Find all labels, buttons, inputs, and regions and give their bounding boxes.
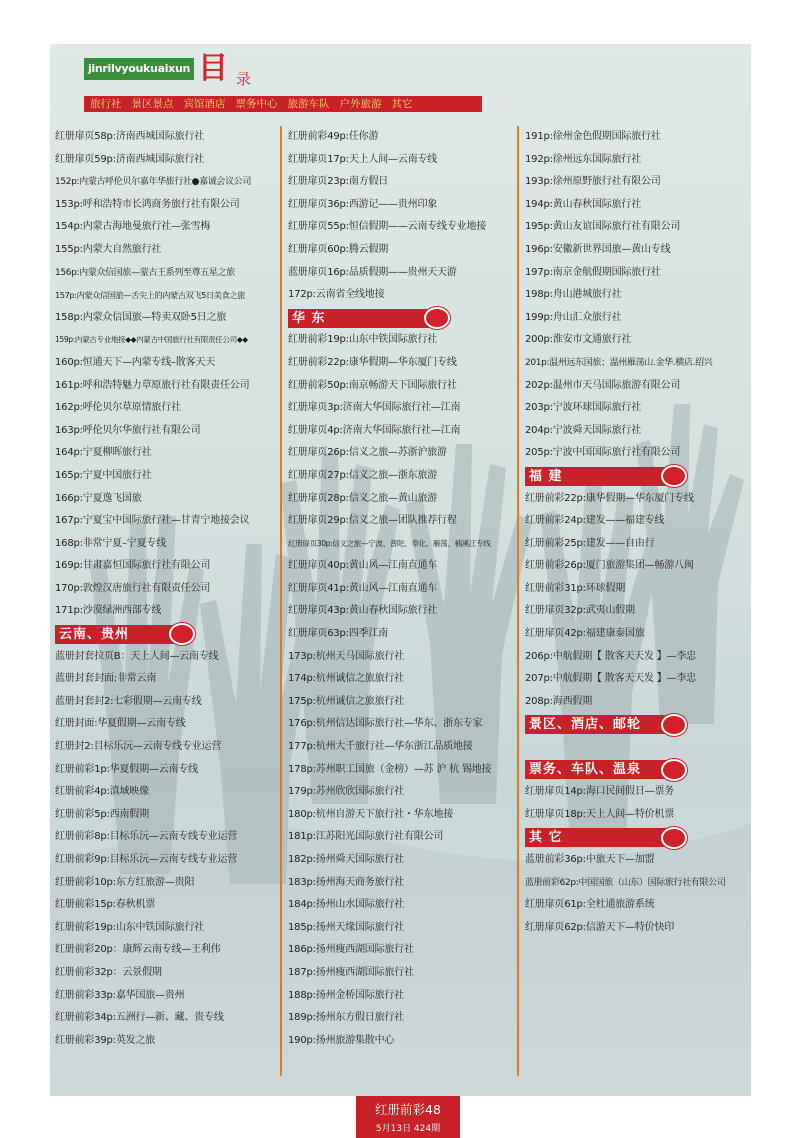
toc-entry[interactable]: 蓝册扉页16p:品质假期——贵州天天游 [288, 266, 457, 278]
toc-entry[interactable]: 红册前彩20p：康辉云南专线—王利伟 [55, 944, 221, 956]
column-divider-2 [517, 126, 519, 1076]
toc-entry[interactable]: 红册前彩15p:春秋机票 [55, 899, 156, 911]
toc-column-2 [288, 126, 516, 1052]
logo-badge: jinrilvyoukuaixun [84, 58, 194, 80]
toc-entry[interactable]: 161p:呼和浩特魅力草原旅行社有限责任公司 [55, 379, 250, 391]
toc-entry[interactable]: 190p:扬州旅游集散中心 [288, 1034, 395, 1046]
toc-entry[interactable]: 162p:呼伦贝尔草原情旅行社 [55, 402, 181, 414]
toc-entry[interactable]: 192p:徐州远东国际旅行社 [525, 153, 642, 165]
toc-entry[interactable]: 156p:内蒙众信国旅—蒙古王系列至尊五星之旅 [55, 267, 235, 278]
toc-entry[interactable]: 红册前彩26p:厦门旅游集团—畅游八闽 [525, 560, 694, 572]
toc-entry[interactable]: 红册扉页41p:黄山风—江南直通车 [288, 582, 438, 594]
toc-column-3 [525, 126, 751, 939]
category-travel-agency: 旅行社 [90, 98, 122, 110]
toc-entry[interactable]: 153p:呼和浩特市长鸿商务旅行社有限公司 [55, 198, 240, 210]
category-tour-buses: 旅游车队 [287, 98, 330, 110]
toc-entry[interactable]: 195p:黄山友谊国际旅行社有限公司 [525, 221, 681, 233]
section-header [288, 307, 516, 330]
toc-entry[interactable]: 179p:苏州欣欣国际旅行社 [288, 786, 405, 798]
toc-entry[interactable]: 红册前彩22p:康华假期—华东厦门专线 [525, 492, 694, 504]
toc-entry[interactable]: 红册前彩50p:南京畅游天下国际旅行社 [288, 379, 457, 391]
toc-entry[interactable]: 红册扉页61p:全杜通旅游系统 [525, 899, 655, 911]
toc-entry[interactable]: 红册扉页43p:黄山春秋国际旅行社 [288, 605, 438, 617]
toc-entry[interactable]: 红册扉页3p:济南大华国际旅行社—江南 [288, 402, 461, 414]
toc-entry[interactable]: 160p:恒通天下—内蒙专线–散客天天 [55, 356, 216, 368]
toc-entry[interactable]: 185p:扬州天缘国际旅行社 [288, 921, 405, 933]
toc-entry[interactable]: 193p:徐州原野旅行社有限公司 [525, 176, 661, 188]
toc-entry[interactable]: 红册扉页29p:信义之旅—团队推荐行程 [288, 515, 457, 527]
toc-entry[interactable]: 168p:非常宁夏–宁夏专线 [55, 537, 167, 549]
toc-entry[interactable]: 181p:江苏阳光国际旅行社有限公司 [288, 831, 444, 843]
toc-entry[interactable]: 202p:温州市天马国际旅游有限公司 [525, 379, 681, 391]
toc-entry[interactable]: 红册前彩31p:环球假期 [525, 582, 626, 594]
toc-entry[interactable]: 红册前彩34p:五洲行—新、藏、贵专线 [55, 1012, 224, 1024]
section-title: 票务、车队、温泉 [525, 760, 675, 779]
toc-entry[interactable]: 红册前彩1p:华夏假期—云南专线 [55, 763, 198, 775]
toc-entry[interactable]: 164p:宁夏柳晖旅行社 [55, 447, 152, 459]
toc-entry[interactable]: 红册前彩33p:嘉华国旅—贵州 [55, 989, 185, 1001]
category-scenic-spots: 景区景点 [131, 98, 174, 110]
section-dot-icon [424, 307, 450, 329]
toc-entry[interactable]: 红册前彩5p:西南假期 [55, 808, 149, 820]
toc-entry[interactable]: 红册扉页18p:天上人间—特价机票 [525, 808, 675, 820]
section-title: 华 东 [288, 309, 438, 328]
toc-entry[interactable]: 159p:内蒙古专业地接◆◆内蒙古中国旅行社有限责任公司◆◆ [55, 335, 248, 345]
toc-entry[interactable]: 红册扉页55p:恒信假期——云南专线专业地接 [288, 221, 487, 233]
toc-entry[interactable]: 191p:徐州金色假期国际旅行社 [525, 131, 661, 142]
toc-entry[interactable]: 175p:杭州诚信之旅旅行社 [288, 695, 405, 707]
toc-entry[interactable]: 174p:杭州诚信之旅旅行社 [288, 673, 405, 685]
toc-entry[interactable]: 152p:内蒙古呼伦贝尔嘉年华旅行社●嘉诚会议公司 [55, 177, 252, 188]
section-header [525, 759, 751, 782]
category-hotels: 宾馆酒店 [183, 98, 226, 110]
toc-entry[interactable]: 199p:舟山汇众旅行社 [525, 311, 622, 323]
toc-entry[interactable]: 177p:杭州大千旅行社—华东浙江品质地接 [288, 741, 473, 753]
toc-entry[interactable]: 172p:云南省全线地接 [288, 289, 385, 301]
section-title: 景区、酒店、邮轮 [525, 715, 675, 734]
toc-entry[interactable]: 203p:宁波环球国际旅行社 [525, 402, 642, 414]
toc-entry[interactable]: 189p:扬州东方假日旅行社 [288, 1012, 405, 1024]
toc-entry[interactable]: 182p:扬州舜天国际旅行社 [288, 854, 405, 865]
toc-entry[interactable]: 红册封2:目标乐沅—云南专线专业运营 [55, 741, 222, 753]
toc-entry[interactable]: 167p:宁夏宝中国际旅行社—甘青宁地接会议 [55, 515, 250, 527]
toc-entry[interactable]: 157p:内蒙众信国旅—舌尖上的内蒙古双飞5日美食之旅 [55, 290, 245, 301]
toc-entry[interactable]: 196p:安徽新世界国旅—黄山专线 [525, 243, 671, 255]
blank-row [525, 736, 751, 759]
toc-entry[interactable]: 红册扉页26p:信义之旅—苏浙沪旅游 [288, 447, 447, 459]
toc-entry[interactable]: 红册扉页4p:济南大华国际旅行社—江南 [288, 424, 461, 436]
toc-entry[interactable]: 红册封面:华夏假期—云南专线 [55, 718, 186, 730]
title-big-char: 目 [198, 51, 228, 86]
toc-entry[interactable]: 红册扉页17p:天上人间—云南专线 [288, 153, 438, 165]
toc-entry[interactable]: 红册扉页60p:腾云假期 [288, 243, 389, 255]
toc-entry[interactable]: 蓝册前彩36p:中旅天下—加盟 [525, 854, 655, 865]
toc-entry[interactable]: 155p:内蒙大自然旅行社 [55, 243, 162, 255]
toc-column-1 [55, 126, 280, 1052]
toc-entry[interactable]: 194p:黄山春秋国际旅行社 [525, 198, 642, 210]
toc-entry[interactable]: 红册前彩32p：云景假期 [55, 966, 162, 978]
section-header [525, 826, 751, 849]
toc-entry[interactable]: 红册前彩10p:东方红旅游—贵阳 [55, 876, 195, 888]
toc-entry[interactable]: 154p:内蒙古海地曼旅行社—张雪梅 [55, 221, 211, 233]
category-outdoor: 户外旅游 [339, 98, 382, 110]
toc-entry[interactable]: 红册扉页58p:济南西城国际旅行社 [55, 131, 205, 142]
toc-entry[interactable]: 红册扉页59p:济南西城国际旅行社 [55, 153, 205, 165]
toc-entry[interactable]: 169p:甘肃嘉恒国际旅行社有限公司 [55, 560, 211, 572]
toc-entry[interactable]: 198p:舟山港城旅行社 [525, 289, 622, 301]
toc-entry[interactable]: 红册前彩8p:目标乐沅—云南专线专业运营 [55, 831, 238, 843]
toc-entry[interactable]: 红册前彩4p:滇域映像 [55, 786, 149, 798]
toc-entry[interactable]: 红册扉页23p:南方假日 [288, 176, 389, 188]
toc-entry[interactable]: 197p:南京金航假期国际旅行社 [525, 266, 661, 278]
toc-entry[interactable]: 红册前彩25p:建发——自由行 [525, 537, 655, 549]
toc-entry[interactable]: 173p:杭州天马国际旅行社 [288, 650, 405, 662]
section-dot-icon [661, 714, 687, 736]
section-dot-icon [661, 759, 687, 781]
toc-entry[interactable]: 208p:海西假期 [525, 695, 593, 707]
toc-entry[interactable]: 红册扉页36p:西游记——贵州印象 [288, 198, 438, 210]
section-title: 云南、贵州 [55, 625, 183, 644]
section-title: 福 建 [525, 467, 675, 486]
toc-entry[interactable]: 163p:呼伦贝尔华旅行社有限公司 [55, 424, 201, 436]
toc-entry[interactable]: 176p:杭州信达国际旅行社—华东、浙东专家 [288, 718, 483, 730]
toc-entry[interactable]: 180p:杭州自游天下旅行社・华东地接 [288, 808, 454, 820]
footer-date: 5月13日 424期 [375, 1124, 441, 1134]
page-footer [356, 1096, 460, 1138]
toc-entry[interactable]: 红册扉页62p:信游天下—特价快印 [525, 921, 675, 933]
toc-entry[interactable]: 红册扉页32p:武夷山假期 [525, 605, 635, 617]
section-header [525, 465, 751, 488]
toc-entry[interactable]: 蓝册封套封面:非常云南 [55, 673, 157, 685]
toc-entry[interactable]: 188p:扬州金桥国际旅行社 [288, 989, 405, 1001]
section-dot-icon [169, 623, 195, 645]
toc-entry[interactable]: 红册扉页28p:信义之旅—黄山旅游 [288, 492, 438, 504]
toc-entry[interactable]: 187p:扬州瘦西湖国际旅行社 [288, 966, 414, 978]
toc-entry[interactable]: 红册前彩24p:建发——福建专线 [525, 515, 665, 527]
toc-entry[interactable]: 158p:内蒙众信国旅—特卖双卧5日之旅 [55, 311, 227, 323]
toc-entry[interactable]: 红册扉页30p:信义之旅—宁波、普陀、奉化、雁荡、楠溪江专线 [288, 538, 491, 548]
toc-entry[interactable]: 206p:中航假期【 散客天天发 】—李忠 [525, 650, 696, 662]
category-bar [84, 96, 482, 112]
section-header [55, 623, 280, 646]
toc-entry[interactable]: 红册前彩19p:山东中铁国际旅行社 [288, 334, 438, 346]
section-dot-icon [661, 827, 687, 849]
column-divider-1 [280, 126, 282, 1076]
toc-entry[interactable]: 171p:沙漠绿洲西部专线 [55, 605, 162, 617]
toc-entry[interactable]: 红册扉页63p:四季江南 [288, 628, 389, 640]
toc-entry[interactable]: 红册前彩22p:康华假期—华东厦门专线 [288, 356, 457, 368]
toc-entry[interactable]: 红册前彩9p:目标乐沅—云南专线专业运营 [55, 854, 238, 865]
toc-entry[interactable]: 170p:敦煌汉唐旅行社有限责任公司 [55, 582, 211, 594]
toc-entry[interactable]: 红册扉页14p:海口民间假日—票务 [525, 786, 675, 798]
toc-entry[interactable]: 蓝册前彩62p:中国国旅（山东）国际旅行社有限公司 [525, 877, 726, 888]
category-ticketing: 票务中心 [235, 98, 278, 110]
footer-title: 红册前彩48 [375, 1102, 441, 1117]
toc-entry[interactable]: 红册扉页42p:福建康泰国旅 [525, 628, 645, 640]
toc-entry[interactable]: 183p:扬州海天商务旅行社 [288, 876, 405, 888]
toc-entry[interactable]: 207p:中航假期【 散客天天发 】—李忠 [525, 673, 696, 685]
category-other: 其它 [391, 98, 413, 110]
toc-entry[interactable]: 201p:温州远东国旅；温州雁荡山.金华.横店.绍兴 [525, 357, 713, 368]
toc-entry[interactable]: 165p:宁夏中国旅行社 [55, 469, 152, 481]
toc-entry[interactable]: 184p:扬州山水国际旅行社 [288, 899, 405, 911]
toc-entry[interactable]: 蓝册封套拉页B：天上人间—云南专线 [55, 650, 219, 662]
toc-entry[interactable]: 200p:淮安市文通旅行社 [525, 334, 632, 346]
toc-entry[interactable]: 红册前彩39p:英发之旅 [55, 1034, 156, 1046]
toc-entry[interactable]: 蓝册封套封2:七彩假期—云南专线 [55, 695, 202, 707]
toc-entry[interactable]: 红册扉页27p:信义之旅—浙东旅游 [288, 469, 438, 481]
toc-entry[interactable]: 红册扉页40p:黄山风—江南直通车 [288, 560, 438, 572]
toc-entry[interactable]: 红册前彩19p:山东中铁国际旅行社 [55, 921, 205, 933]
toc-entry[interactable]: 205p:宁波中国国际旅行社有限公司 [525, 447, 681, 459]
section-dot-icon [661, 465, 687, 487]
section-title: 其 它 [525, 828, 675, 847]
toc-entry[interactable]: 红册前彩49p:任你游 [288, 131, 379, 142]
toc-entry[interactable]: 166p:宁夏逸飞国旅 [55, 492, 142, 504]
section-header [525, 713, 751, 736]
title-small-char: 录 [236, 70, 252, 88]
toc-entry[interactable]: 204p:宁波舜天国际旅行社 [525, 424, 642, 436]
toc-entry[interactable]: 186p:扬州瘦西湖国际旅行社 [288, 944, 414, 956]
toc-entry[interactable]: 178p:苏州职工国旅（金榜）—苏 沪 杭 锡地接 [288, 763, 492, 775]
